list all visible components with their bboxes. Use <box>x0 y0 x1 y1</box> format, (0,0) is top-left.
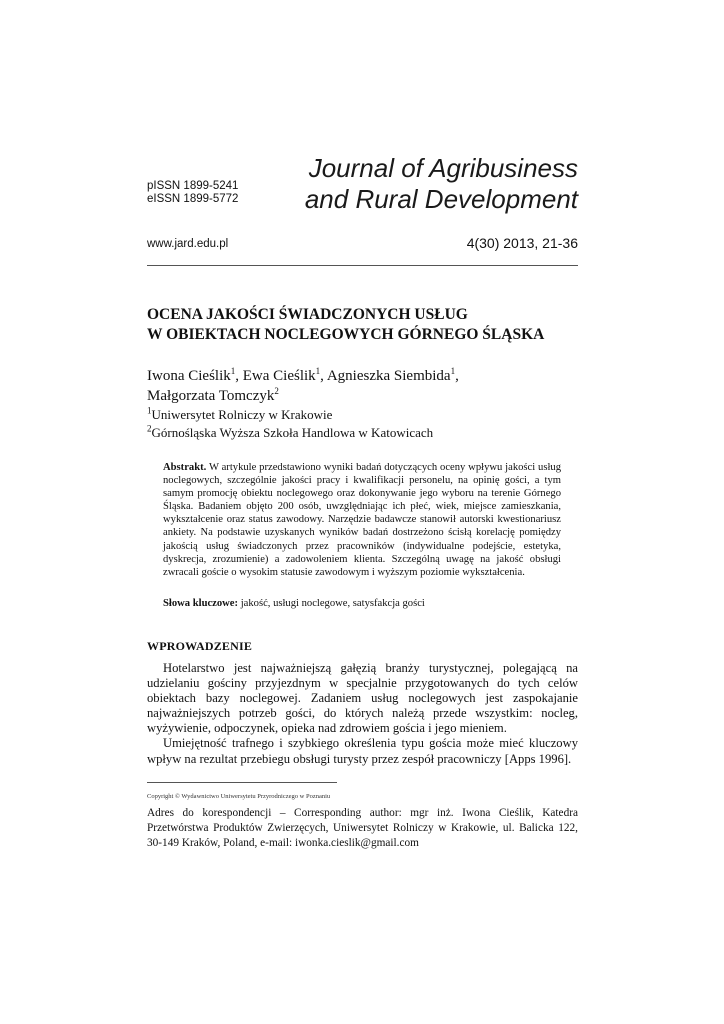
author-name: Agnieszka Siembida <box>326 368 451 384</box>
section-heading: WPROWADZENIE <box>147 639 253 653</box>
affiliation-name: Uniwersytet Rolniczy w Krakowie <box>151 407 333 422</box>
abstract-label: Abstrakt. <box>163 462 207 473</box>
article-title <box>147 305 587 345</box>
journal-title <box>305 153 578 215</box>
header-divider <box>147 265 578 266</box>
pissn: pISSN 1899-5241 <box>147 180 239 192</box>
author-affiliation-mark: 1 <box>315 366 321 376</box>
article-title-line2: W OBIEKTACH NOCLEGOWYCH GÓRNEGO ŚLĄSKA <box>147 326 545 343</box>
author-affiliation-mark: 1 <box>230 366 236 376</box>
issue-info: 4(30) 2013, 21-36 <box>466 235 578 251</box>
abstract-text: W artykule przedstawiono wyniki badań dotyczących oceny wpływu jakości usług noclegowych, szczególnie jakości pracy i kwalifikacji personelu, na opinię gości, a tym samym promocję obiektu noclegowego oraz dokonywanie jego wyboru na terenie Górnego Śląska. Badaniem objęto 200 osób, uwzględniając ich płeć, wiek, miejsce zamieszkania, wykształcenie oraz status zawodowy. Narzędzie badawcze stanowił autorski kwestionariusz ankiety. Na podstawie uzyskanych wyników badań dostrzeżono ścisłą korelację pomiędzy jakością usług świadczonych przez pracowników (indywidualne podejście, estetyka, dyskrecja, zrozumienie) a zadowoleniem klienta. Szczególną uwagę na jakość obsługi zwracali goście o wysokim statusie zawodowym i wyższym poziomie wykształcenia. <box>163 462 561 578</box>
keywords <box>163 598 561 609</box>
author-name: Ewa Cieślik <box>242 368 316 384</box>
correspondence-note: Adres do korespondencji – Corresponding author: mgr inż. Iwona Cieślik, Katedra Przetwórstwa Produktów Zwierzęcych, Uniwersytet Rolniczy w Krakowie, ul. Balicka 122, 30-149 Kraków, Poland, e-mail: iwonka.cieslik@gmail.com <box>147 807 578 849</box>
affiliation-list <box>147 406 587 442</box>
author-affiliation-mark: 1 <box>450 366 456 376</box>
keywords-text: jakość, usługi noclegowe, satysfakcja gości <box>240 598 425 609</box>
article-title-line1: OCENA JAKOŚCI ŚWIADCZONYCH USŁUG <box>147 306 468 323</box>
author-list <box>147 366 587 406</box>
journal-title-line2: and Rural Development <box>304 184 578 214</box>
author-separator: , <box>320 368 327 384</box>
journal-website: www.jard.edu.pl <box>147 238 229 250</box>
affiliation-name: Górnośląska Wyższa Szkoła Handlowa w Katowicach <box>151 425 434 440</box>
abstract <box>163 461 561 579</box>
eissn: eISSN 1899-5772 <box>147 193 239 205</box>
affiliation-number: 1 <box>147 405 152 416</box>
journal-title-line1: Journal of Agribusiness <box>308 153 578 183</box>
paragraph: Hotelarstwo jest najważniejszą gałęzią branży turystycznej, polegającą na udzielaniu gościny przyjezdnym w specjalnie przygotowanych do tych celów obiektach bazy noclegowej. Zadaniem usług noclegowych jest zaspokajanie najważniejszych potrzeb gości, do których należą przede wszystkim: nocleg, wyżywienie, odpoczynek, opieka nad zdrowiem gościa i jego mieniem. <box>147 661 578 736</box>
issn-block <box>147 180 238 206</box>
author-separator: , <box>455 368 459 384</box>
paragraph: Umiejętność trafnego i szybkiego określenia typu gościa może mieć kluczowy wpływ na rezultat przebiegu obsługi turysty przez zespół pracowniczy [Apps 1996]. <box>147 736 578 766</box>
affiliation-item <box>147 424 587 442</box>
affiliation-item <box>147 406 587 424</box>
affiliation-number: 2 <box>147 423 152 434</box>
keywords-label: Słowa kluczowe: <box>163 598 239 609</box>
footnote-divider <box>147 782 337 783</box>
introduction-body <box>147 661 578 767</box>
author-affiliation-mark: 2 <box>274 386 279 396</box>
author-name: Iwona Cieślik <box>147 368 231 384</box>
author-separator: , <box>235 368 243 384</box>
author-name: Małgorzata Tomczyk <box>147 388 275 404</box>
copyright-notice: Copyright © Wydawnictwo Uniwersytetu Przyrodniczego w Poznaniu <box>147 793 331 800</box>
